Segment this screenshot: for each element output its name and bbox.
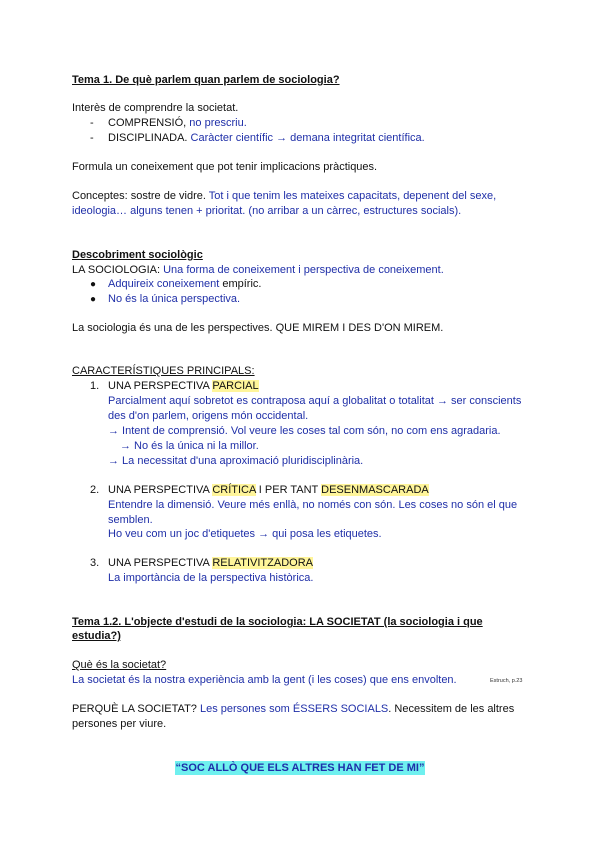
bullet-black-text: empíric. <box>219 278 262 290</box>
item-detail: semblen. <box>108 514 153 526</box>
item-detail: La importància de la perspectiva històrica. <box>108 572 314 584</box>
item-detail: Ho veu com un joc d'etiquetes → qui posa les etiquetes. <box>108 528 382 540</box>
item-highlight: PARCIAL <box>212 380 259 392</box>
disciplinada-label: DISCIPLINADA. <box>108 132 191 144</box>
perque-blue: Les persones som ÉSSERS SOCIALS <box>199 703 389 715</box>
item-label: UNA PERSPECTIVA <box>108 484 213 496</box>
item-highlight: CRÍTICA <box>212 484 256 496</box>
dash-marker: - <box>90 132 94 144</box>
item-number: 2. <box>90 484 100 496</box>
conceptes-detail-2: ideologia… alguns tenen + prioritat. (no arribar a un càrrec, estructures socials). <box>72 205 462 217</box>
conceptes-detail-1: Tot i que tenim les mateixes capacitats, depenent del sexe, <box>208 190 497 202</box>
bullet-marker: ● <box>90 279 97 290</box>
conceptes-label: Conceptes: sostre de vidre. <box>72 190 209 202</box>
quote-line <box>0 761 600 776</box>
item-detail: des d'on parlem, origens món occidental. <box>108 410 309 422</box>
bullet-marker: ● <box>90 294 97 305</box>
item-detail: Parcialment aquí sobretot es contraposa aquí a globalitat o totalitat → ser conscients <box>108 395 522 407</box>
bullet-blue-text: Adquireix coneixement <box>108 278 220 290</box>
item-mid: I PER TANT <box>255 484 322 496</box>
perque-line1 <box>72 702 532 717</box>
item-detail: → La necessitat d'una aproximació pluridisciplinària. <box>108 455 364 467</box>
bullet-blue-text: No és la única perspectiva. <box>108 293 241 305</box>
comprensio-label: COMPRENSIÓ, <box>108 117 190 129</box>
highlighted-quote: “SOC ALLÒ QUE ELS ALTRES HAN FET DE MI” <box>175 762 425 774</box>
interes-line: Interès de comprendre la societat. <box>72 102 239 114</box>
tema1-title: Tema 1. De què parlem quan parlem de sociologia? <box>72 74 340 86</box>
tema12-title-line2: estudia?) <box>72 630 121 642</box>
societat-definition: La societat és la nostra experiència amb la gent (i les coses) que ens envolten. <box>72 674 457 686</box>
sociologia-definition <box>72 263 532 278</box>
item-number: 3. <box>90 557 100 569</box>
caracteristiques-title: CARACTERÍSTIQUES PRINCIPALS: <box>72 365 255 377</box>
formula-line: Formula un coneixement que pot tenir implicacions pràctiques. <box>72 161 378 173</box>
descobriment-title: Descobriment sociològic <box>72 249 203 261</box>
disciplinada-detail: Caràcter científic → demana integritat científica. <box>190 132 425 144</box>
item-detail: Entendre la dimensió. Veure més enllà, no només con són. Les coses no són el que <box>108 499 518 511</box>
perque-label: PERQUÈ LA SOCIETAT? <box>72 703 200 715</box>
item-detail: → Intent de comprensió. Vol veure les coses tal com són, no com ens agradaria. <box>108 425 501 437</box>
comprensio-detail: no prescriu. <box>189 117 247 129</box>
perque-line2: persones per viure. <box>72 718 167 730</box>
question-heading: Què és la societat? <box>72 659 167 671</box>
definition-label: LA SOCIOLOGIA: <box>72 264 164 276</box>
item-label: UNA PERSPECTIVA <box>108 380 213 392</box>
definition-text: Una forma de coneixement i perspectiva de coneixement. <box>163 264 444 276</box>
conceptes-line1 <box>72 189 532 204</box>
item-detail: → No és la única ni la millor. <box>120 440 259 452</box>
perque-rest: . Necessitem de les altres <box>388 703 515 715</box>
item-highlight: RELATIVITZADORA <box>212 557 313 569</box>
tema12-title-line1: Tema 1.2. L'objecte d'estudi de la sociologia: LA SOCIETAT (la sociologia i que <box>72 616 483 628</box>
item-number: 1. <box>90 380 100 392</box>
dash-marker: - <box>90 117 94 129</box>
citation: Estruch, p.23 <box>490 678 523 684</box>
sociologia-statement: La sociologia és una de les perspectives. QUE MIREM I DES D'ON MIREM. <box>72 322 444 334</box>
item-highlight-2: DESENMASCARADA <box>321 484 429 496</box>
item-label: UNA PERSPECTIVA <box>108 557 213 569</box>
